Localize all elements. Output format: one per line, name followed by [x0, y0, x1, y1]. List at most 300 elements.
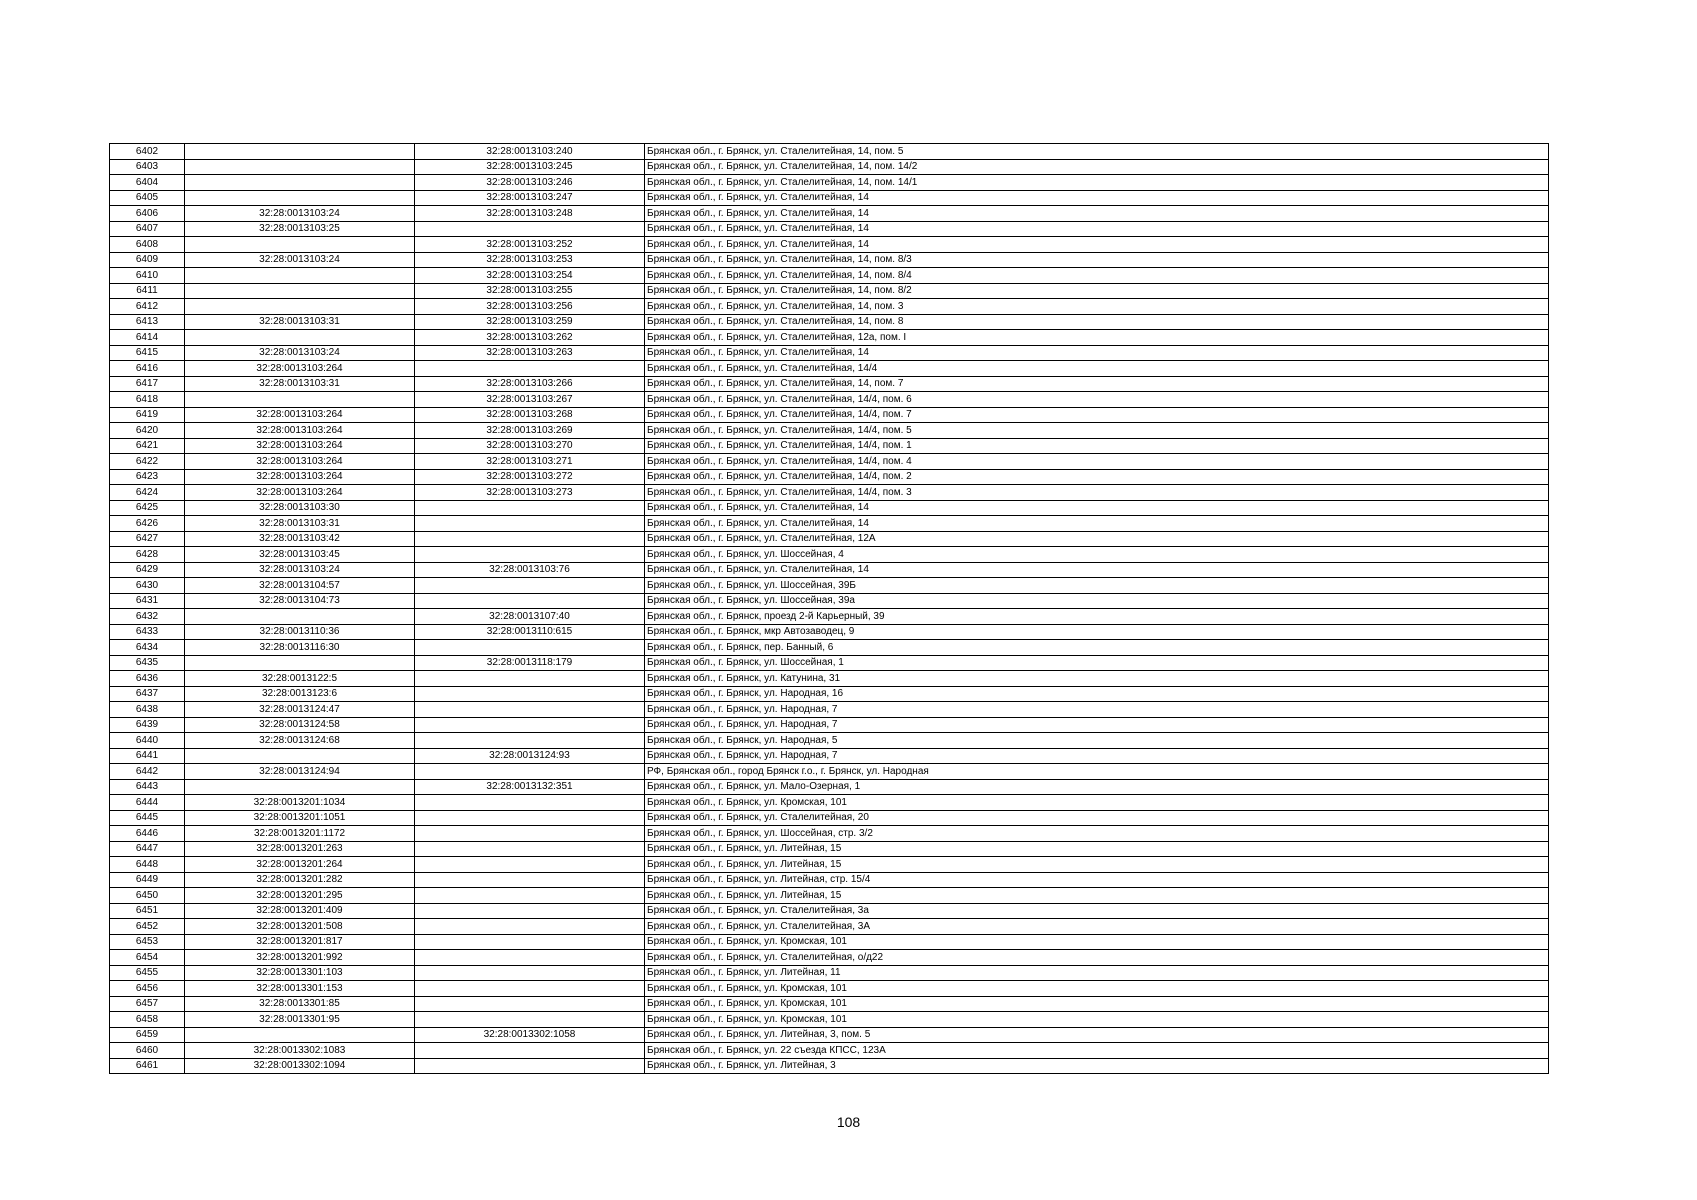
cadastral-number-cell: 32:28:0013201:295: [185, 888, 415, 904]
table-row: [110, 283, 1549, 299]
cadastral-number-cell: [185, 748, 415, 764]
table-row: [110, 795, 1549, 811]
address-cell: Брянская обл., г. Брянск, ул. Сталелитейная, 14, пом. 5: [645, 144, 1549, 160]
table-row: [110, 407, 1549, 423]
related-cadastral-number-cell: [415, 578, 645, 594]
related-cadastral-number-cell: [415, 919, 645, 935]
related-cadastral-number-cell: 32:28:0013103:255: [415, 283, 645, 299]
row-number-cell: 6451: [110, 903, 185, 919]
table-row: [110, 531, 1549, 547]
cadastral-number-cell: 32:28:0013103:264: [185, 454, 415, 470]
address-cell: Брянская обл., г. Брянск, ул. Народная, 7: [645, 717, 1549, 733]
row-number-cell: 6405: [110, 190, 185, 206]
row-number-cell: 6402: [110, 144, 185, 160]
cadastral-number-cell: [185, 392, 415, 408]
row-number-cell: 6448: [110, 857, 185, 873]
related-cadastral-number-cell: [415, 965, 645, 981]
row-number-cell: 6408: [110, 237, 185, 253]
cadastral-number-cell: 32:28:0013103:31: [185, 314, 415, 330]
table-row: [110, 733, 1549, 749]
row-number-cell: 6421: [110, 438, 185, 454]
related-cadastral-number-cell: 32:28:0013103:270: [415, 438, 645, 454]
table-row: [110, 392, 1549, 408]
row-number-cell: 6460: [110, 1043, 185, 1059]
related-cadastral-number-cell: 32:28:0013103:76: [415, 562, 645, 578]
related-cadastral-number-cell: 32:28:0013103:254: [415, 268, 645, 284]
table-row: [110, 857, 1549, 873]
related-cadastral-number-cell: [415, 671, 645, 687]
related-cadastral-number-cell: [415, 702, 645, 718]
table-row: [110, 345, 1549, 361]
row-number-cell: 6442: [110, 764, 185, 780]
row-number-cell: 6432: [110, 609, 185, 625]
related-cadastral-number-cell: [415, 640, 645, 656]
cadastral-number-cell: [185, 175, 415, 191]
related-cadastral-number-cell: [415, 872, 645, 888]
table-row: [110, 950, 1549, 966]
related-cadastral-number-cell: [415, 903, 645, 919]
row-number-cell: 6447: [110, 841, 185, 857]
table-row: [110, 965, 1549, 981]
row-number-cell: 6420: [110, 423, 185, 439]
table-row: [110, 175, 1549, 191]
row-number-cell: 6414: [110, 330, 185, 346]
table-row: [110, 438, 1549, 454]
cadastral-number-cell: [185, 299, 415, 315]
related-cadastral-number-cell: 32:28:0013103:259: [415, 314, 645, 330]
cadastral-number-cell: 32:28:0013301:85: [185, 996, 415, 1012]
table-row: [110, 671, 1549, 687]
row-number-cell: 6445: [110, 810, 185, 826]
related-cadastral-number-cell: [415, 686, 645, 702]
related-cadastral-number-cell: 32:28:0013110:615: [415, 624, 645, 640]
related-cadastral-number-cell: [415, 981, 645, 997]
address-cell: Брянская обл., г. Брянск, ул. Шоссейная, 4: [645, 547, 1549, 563]
related-cadastral-number-cell: 32:28:0013302:1058: [415, 1027, 645, 1043]
address-cell: Брянская обл., г. Брянск, пер. Банный, 6: [645, 640, 1549, 656]
related-cadastral-number-cell: [415, 996, 645, 1012]
related-cadastral-number-cell: 32:28:0013103:268: [415, 407, 645, 423]
cadastral-number-cell: [185, 283, 415, 299]
related-cadastral-number-cell: [415, 221, 645, 237]
table-row: [110, 826, 1549, 842]
cadastral-number-cell: [185, 330, 415, 346]
cadastral-number-cell: 32:28:0013116:30: [185, 640, 415, 656]
related-cadastral-number-cell: 32:28:0013103:248: [415, 206, 645, 222]
table-row: [110, 361, 1549, 377]
address-cell: Брянская обл., г. Брянск, ул. Сталелитейная, 14, пом. 8: [645, 314, 1549, 330]
related-cadastral-number-cell: 32:28:0013103:252: [415, 237, 645, 253]
row-number-cell: 6434: [110, 640, 185, 656]
address-cell: Брянская обл., г. Брянск, ул. Литейная, 3, пом. 5: [645, 1027, 1549, 1043]
table-row: [110, 1043, 1549, 1059]
cadastral-number-cell: 32:28:0013103:31: [185, 376, 415, 392]
row-number-cell: 6437: [110, 686, 185, 702]
row-number-cell: 6427: [110, 531, 185, 547]
address-cell: Брянская обл., г. Брянск, ул. Сталелитейная, 14/4, пом. 6: [645, 392, 1549, 408]
table-row: [110, 702, 1549, 718]
address-cell: Брянская обл., г. Брянск, ул. Сталелитейная, 20: [645, 810, 1549, 826]
related-cadastral-number-cell: [415, 857, 645, 873]
cadastral-number-cell: 32:28:0013103:45: [185, 547, 415, 563]
address-cell: Брянская обл., г. Брянск, ул. Литейная, 15: [645, 841, 1549, 857]
cadastral-number-cell: 32:28:0013104:57: [185, 578, 415, 594]
row-number-cell: 6412: [110, 299, 185, 315]
table-row: [110, 624, 1549, 640]
related-cadastral-number-cell: [415, 810, 645, 826]
address-cell: Брянская обл., г. Брянск, ул. Кромская, 101: [645, 934, 1549, 950]
table-row: [110, 547, 1549, 563]
cadastral-number-cell: 32:28:0013124:58: [185, 717, 415, 733]
address-cell: Брянская обл., г. Брянск, ул. Сталелитейная, 14, пом. 8/4: [645, 268, 1549, 284]
table-row: [110, 903, 1549, 919]
row-number-cell: 6418: [110, 392, 185, 408]
related-cadastral-number-cell: [415, 593, 645, 609]
address-cell: Брянская обл., г. Брянск, ул. Сталелитейная, 14, пом. 14/2: [645, 159, 1549, 175]
related-cadastral-number-cell: 32:28:0013103:272: [415, 469, 645, 485]
row-number-cell: 6419: [110, 407, 185, 423]
cadastral-number-cell: 32:28:0013201:263: [185, 841, 415, 857]
row-number-cell: 6413: [110, 314, 185, 330]
cadastral-number-cell: 32:28:0013201:817: [185, 934, 415, 950]
cadastral-number-cell: 32:28:0013103:264: [185, 469, 415, 485]
address-cell: Брянская обл., г. Брянск, ул. Сталелитейная, 14/4, пом. 3: [645, 485, 1549, 501]
address-cell: Брянская обл., г. Брянск, ул. Народная, 5: [645, 733, 1549, 749]
table-row: [110, 888, 1549, 904]
row-number-cell: 6409: [110, 252, 185, 268]
address-cell: Брянская обл., г. Брянск, ул. Сталелитейная, 14/4, пом. 1: [645, 438, 1549, 454]
row-number-cell: 6449: [110, 872, 185, 888]
address-cell: Брянская обл., г. Брянск, ул. Кромская, 101: [645, 795, 1549, 811]
address-cell: Брянская обл., г. Брянск, ул. Кромская, 101: [645, 996, 1549, 1012]
row-number-cell: 6430: [110, 578, 185, 594]
address-cell: Брянская обл., г. Брянск, ул. Сталелитейная, 14/4, пом. 7: [645, 407, 1549, 423]
related-cadastral-number-cell: 32:28:0013103:246: [415, 175, 645, 191]
address-cell: Брянская обл., г. Брянск, ул. Сталелитейная, 14: [645, 237, 1549, 253]
related-cadastral-number-cell: 32:28:0013118:179: [415, 655, 645, 671]
cadastral-number-cell: 32:28:0013103:30: [185, 500, 415, 516]
cadastral-number-cell: 32:28:0013122:5: [185, 671, 415, 687]
related-cadastral-number-cell: [415, 516, 645, 532]
row-number-cell: 6453: [110, 934, 185, 950]
table-row: [110, 516, 1549, 532]
registry-table: [109, 143, 1549, 1074]
cadastral-number-cell: 32:28:0013201:409: [185, 903, 415, 919]
address-cell: Брянская обл., г. Брянск, ул. Литейная, 15: [645, 888, 1549, 904]
cadastral-number-cell: 32:28:0013103:24: [185, 562, 415, 578]
table-row: [110, 1012, 1549, 1028]
cadastral-number-cell: [185, 190, 415, 206]
row-number-cell: 6444: [110, 795, 185, 811]
cadastral-number-cell: 32:28:0013103:25: [185, 221, 415, 237]
related-cadastral-number-cell: 32:28:0013103:245: [415, 159, 645, 175]
related-cadastral-number-cell: [415, 1012, 645, 1028]
cadastral-number-cell: 32:28:0013201:992: [185, 950, 415, 966]
related-cadastral-number-cell: [415, 361, 645, 377]
address-cell: Брянская обл., г. Брянск, ул. Литейная, 15: [645, 857, 1549, 873]
table-row: [110, 593, 1549, 609]
row-number-cell: 6443: [110, 779, 185, 795]
related-cadastral-number-cell: 32:28:0013103:247: [415, 190, 645, 206]
address-cell: Брянская обл., г. Брянск, мкр Автозаводец, 9: [645, 624, 1549, 640]
related-cadastral-number-cell: 32:28:0013103:269: [415, 423, 645, 439]
table-row: [110, 268, 1549, 284]
page-number: 108: [836, 1114, 861, 1130]
cadastral-number-cell: [185, 237, 415, 253]
row-number-cell: 6407: [110, 221, 185, 237]
related-cadastral-number-cell: 32:28:0013124:93: [415, 748, 645, 764]
table-row: [110, 330, 1549, 346]
row-number-cell: 6424: [110, 485, 185, 501]
cadastral-number-cell: 32:28:0013301:153: [185, 981, 415, 997]
table-row: [110, 206, 1549, 222]
address-cell: Брянская обл., г. Брянск, ул. Сталелитейная, 14: [645, 500, 1549, 516]
table-row: [110, 872, 1549, 888]
row-number-cell: 6440: [110, 733, 185, 749]
address-cell: Брянская обл., г. Брянск, ул. Сталелитейная, 14: [645, 562, 1549, 578]
row-number-cell: 6446: [110, 826, 185, 842]
address-cell: Брянская обл., г. Брянск, ул. Сталелитейная, о/д22: [645, 950, 1549, 966]
address-cell: Брянская обл., г. Брянск, ул. Сталелитейная, 14, пом. 8/2: [645, 283, 1549, 299]
row-number-cell: 6423: [110, 469, 185, 485]
row-number-cell: 6417: [110, 376, 185, 392]
cadastral-number-cell: 32:28:0013201:1172: [185, 826, 415, 842]
cadastral-number-cell: 32:28:0013103:264: [185, 423, 415, 439]
row-number-cell: 6452: [110, 919, 185, 935]
table-row: [110, 159, 1549, 175]
related-cadastral-number-cell: [415, 500, 645, 516]
address-cell: Брянская обл., г. Брянск, ул. Сталелитейная, 14, пом. 7: [645, 376, 1549, 392]
cadastral-number-cell: 32:28:0013103:264: [185, 485, 415, 501]
address-cell: Брянская обл., г. Брянск, ул. Сталелитейная, 12А: [645, 531, 1549, 547]
table-row: [110, 779, 1549, 795]
address-cell: Брянская обл., г. Брянск, ул. Сталелитейная, 14/4, пом. 4: [645, 454, 1549, 470]
row-number-cell: 6441: [110, 748, 185, 764]
related-cadastral-number-cell: [415, 841, 645, 857]
table-row: [110, 764, 1549, 780]
cadastral-number-cell: 32:28:0013103:24: [185, 252, 415, 268]
cadastral-number-cell: 32:28:0013201:282: [185, 872, 415, 888]
table-row: [110, 640, 1549, 656]
address-cell: Брянская обл., г. Брянск, ул. Сталелитейная, 3а: [645, 903, 1549, 919]
cadastral-number-cell: [185, 159, 415, 175]
row-number-cell: 6411: [110, 283, 185, 299]
cadastral-number-cell: [185, 655, 415, 671]
table-row: [110, 578, 1549, 594]
cadastral-number-cell: 32:28:0013110:36: [185, 624, 415, 640]
address-cell: Брянская обл., г. Брянск, ул. Катунина, 31: [645, 671, 1549, 687]
address-cell: Брянская обл., г. Брянск, ул. Кромская, 101: [645, 1012, 1549, 1028]
related-cadastral-number-cell: [415, 733, 645, 749]
address-cell: Брянская обл., г. Брянск, ул. Сталелитейная, 14/4, пом. 5: [645, 423, 1549, 439]
cadastral-number-cell: 32:28:0013201:508: [185, 919, 415, 935]
table-row: [110, 299, 1549, 315]
table-row: [110, 252, 1549, 268]
related-cadastral-number-cell: [415, 764, 645, 780]
cadastral-number-cell: 32:28:0013124:47: [185, 702, 415, 718]
address-cell: Брянская обл., г. Брянск, ул. Сталелитейная, 3А: [645, 919, 1549, 935]
table-row: [110, 144, 1549, 160]
cadastral-number-cell: 32:28:0013301:95: [185, 1012, 415, 1028]
row-number-cell: 6431: [110, 593, 185, 609]
row-number-cell: 6428: [110, 547, 185, 563]
related-cadastral-number-cell: 32:28:0013103:263: [415, 345, 645, 361]
table-row: [110, 717, 1549, 733]
address-cell: Брянская обл., г. Брянск, ул. Сталелитейная, 14: [645, 206, 1549, 222]
cadastral-number-cell: 32:28:0013124:68: [185, 733, 415, 749]
related-cadastral-number-cell: [415, 1043, 645, 1059]
cadastral-number-cell: 32:28:0013201:264: [185, 857, 415, 873]
cadastral-number-cell: 32:28:0013302:1083: [185, 1043, 415, 1059]
related-cadastral-number-cell: 32:28:0013103:256: [415, 299, 645, 315]
cadastral-number-cell: [185, 779, 415, 795]
table-row: [110, 841, 1549, 857]
address-cell: Брянская обл., г. Брянск, ул. Литейная, 11: [645, 965, 1549, 981]
table-row: [110, 686, 1549, 702]
row-number-cell: 6433: [110, 624, 185, 640]
table-row: [110, 423, 1549, 439]
related-cadastral-number-cell: [415, 547, 645, 563]
related-cadastral-number-cell: 32:28:0013132:351: [415, 779, 645, 795]
table-row: [110, 655, 1549, 671]
cadastral-number-cell: [185, 1027, 415, 1043]
cadastral-number-cell: [185, 268, 415, 284]
related-cadastral-number-cell: [415, 795, 645, 811]
address-cell: Брянская обл., г. Брянск, ул. Сталелитейная, 12а, пом. I: [645, 330, 1549, 346]
row-number-cell: 6425: [110, 500, 185, 516]
cadastral-number-cell: 32:28:0013302:1094: [185, 1058, 415, 1074]
cadastral-number-cell: [185, 609, 415, 625]
related-cadastral-number-cell: 32:28:0013103:266: [415, 376, 645, 392]
table-row: [110, 376, 1549, 392]
address-cell: РФ, Брянская обл., город Брянск г.о., г. Брянск, ул. Народная: [645, 764, 1549, 780]
row-number-cell: 6454: [110, 950, 185, 966]
row-number-cell: 6438: [110, 702, 185, 718]
row-number-cell: 6456: [110, 981, 185, 997]
address-cell: Брянская обл., г. Брянск, проезд 2-й Карьерный, 39: [645, 609, 1549, 625]
cadastral-number-cell: [185, 144, 415, 160]
address-cell: Брянская обл., г. Брянск, ул. Мало-Озерная, 1: [645, 779, 1549, 795]
related-cadastral-number-cell: [415, 888, 645, 904]
table-row: [110, 500, 1549, 516]
related-cadastral-number-cell: 32:28:0013103:267: [415, 392, 645, 408]
address-cell: Брянская обл., г. Брянск, ул. Сталелитейная, 14/4: [645, 361, 1549, 377]
address-cell: Брянская обл., г. Брянск, ул. Народная, 16: [645, 686, 1549, 702]
row-number-cell: 6436: [110, 671, 185, 687]
row-number-cell: 6415: [110, 345, 185, 361]
cadastral-number-cell: 32:28:0013103:264: [185, 438, 415, 454]
cadastral-number-cell: 32:28:0013103:42: [185, 531, 415, 547]
address-cell: Брянская обл., г. Брянск, ул. 22 съезда КПСС, 123А: [645, 1043, 1549, 1059]
cadastral-number-cell: 32:28:0013104:73: [185, 593, 415, 609]
row-number-cell: 6457: [110, 996, 185, 1012]
address-cell: Брянская обл., г. Брянск, ул. Сталелитейная, 14, пом. 14/1: [645, 175, 1549, 191]
row-number-cell: 6429: [110, 562, 185, 578]
address-cell: Брянская обл., г. Брянск, ул. Сталелитейная, 14: [645, 516, 1549, 532]
related-cadastral-number-cell: 32:28:0013103:262: [415, 330, 645, 346]
row-number-cell: 6426: [110, 516, 185, 532]
related-cadastral-number-cell: 32:28:0013107:40: [415, 609, 645, 625]
table-row: [110, 454, 1549, 470]
table-row: [110, 934, 1549, 950]
table-row: [110, 981, 1549, 997]
table-row: [110, 810, 1549, 826]
row-number-cell: 6416: [110, 361, 185, 377]
address-cell: Брянская обл., г. Брянск, ул. Сталелитейная, 14, пом. 8/3: [645, 252, 1549, 268]
related-cadastral-number-cell: [415, 950, 645, 966]
row-number-cell: 6410: [110, 268, 185, 284]
table-row: [110, 1058, 1549, 1074]
address-cell: Брянская обл., г. Брянск, ул. Литейная, 3: [645, 1058, 1549, 1074]
cadastral-number-cell: 32:28:0013103:24: [185, 206, 415, 222]
table-row: [110, 562, 1549, 578]
registry-table-body: [110, 144, 1549, 1074]
cadastral-number-cell: 32:28:0013201:1051: [185, 810, 415, 826]
address-cell: Брянская обл., г. Брянск, ул. Шоссейная, стр. 3/2: [645, 826, 1549, 842]
address-cell: Брянская обл., г. Брянск, ул. Сталелитейная, 14: [645, 190, 1549, 206]
row-number-cell: 6404: [110, 175, 185, 191]
row-number-cell: 6422: [110, 454, 185, 470]
table-row: [110, 237, 1549, 253]
row-number-cell: 6450: [110, 888, 185, 904]
table-row: [110, 314, 1549, 330]
related-cadastral-number-cell: [415, 1058, 645, 1074]
related-cadastral-number-cell: 32:28:0013103:253: [415, 252, 645, 268]
address-cell: Брянская обл., г. Брянск, ул. Литейная, стр. 15/4: [645, 872, 1549, 888]
table-row: [110, 221, 1549, 237]
table-row: [110, 919, 1549, 935]
row-number-cell: 6439: [110, 717, 185, 733]
related-cadastral-number-cell: [415, 531, 645, 547]
row-number-cell: 6406: [110, 206, 185, 222]
table-row: [110, 748, 1549, 764]
cadastral-number-cell: 32:28:0013124:94: [185, 764, 415, 780]
address-cell: Брянская обл., г. Брянск, ул. Народная, 7: [645, 748, 1549, 764]
cadastral-number-cell: 32:28:0013103:264: [185, 407, 415, 423]
cadastral-number-cell: 32:28:0013103:31: [185, 516, 415, 532]
cadastral-number-cell: 32:28:0013123:6: [185, 686, 415, 702]
address-cell: Брянская обл., г. Брянск, ул. Шоссейная, 1: [645, 655, 1549, 671]
row-number-cell: 6403: [110, 159, 185, 175]
row-number-cell: 6458: [110, 1012, 185, 1028]
address-cell: Брянская обл., г. Брянск, ул. Сталелитейная, 14: [645, 221, 1549, 237]
cadastral-number-cell: 32:28:0013301:103: [185, 965, 415, 981]
table-row: [110, 485, 1549, 501]
cadastral-number-cell: 32:28:0013201:1034: [185, 795, 415, 811]
related-cadastral-number-cell: [415, 934, 645, 950]
related-cadastral-number-cell: 32:28:0013103:273: [415, 485, 645, 501]
row-number-cell: 6461: [110, 1058, 185, 1074]
address-cell: Брянская обл., г. Брянск, ул. Народная, 7: [645, 702, 1549, 718]
address-cell: Брянская обл., г. Брянск, ул. Сталелитейная, 14/4, пом. 2: [645, 469, 1549, 485]
table-row: [110, 609, 1549, 625]
cadastral-number-cell: 32:28:0013103:24: [185, 345, 415, 361]
related-cadastral-number-cell: [415, 826, 645, 842]
address-cell: Брянская обл., г. Брянск, ул. Шоссейная, 39а: [645, 593, 1549, 609]
address-cell: Брянская обл., г. Брянск, ул. Шоссейная, 39Б: [645, 578, 1549, 594]
row-number-cell: 6459: [110, 1027, 185, 1043]
address-cell: Брянская обл., г. Брянск, ул. Кромская, 101: [645, 981, 1549, 997]
related-cadastral-number-cell: 32:28:0013103:271: [415, 454, 645, 470]
related-cadastral-number-cell: [415, 717, 645, 733]
table-row: [110, 469, 1549, 485]
address-cell: Брянская обл., г. Брянск, ул. Сталелитейная, 14: [645, 345, 1549, 361]
row-number-cell: 6435: [110, 655, 185, 671]
cadastral-number-cell: 32:28:0013103:264: [185, 361, 415, 377]
table-row: [110, 1027, 1549, 1043]
address-cell: Брянская обл., г. Брянск, ул. Сталелитейная, 14, пом. 3: [645, 299, 1549, 315]
related-cadastral-number-cell: 32:28:0013103:240: [415, 144, 645, 160]
